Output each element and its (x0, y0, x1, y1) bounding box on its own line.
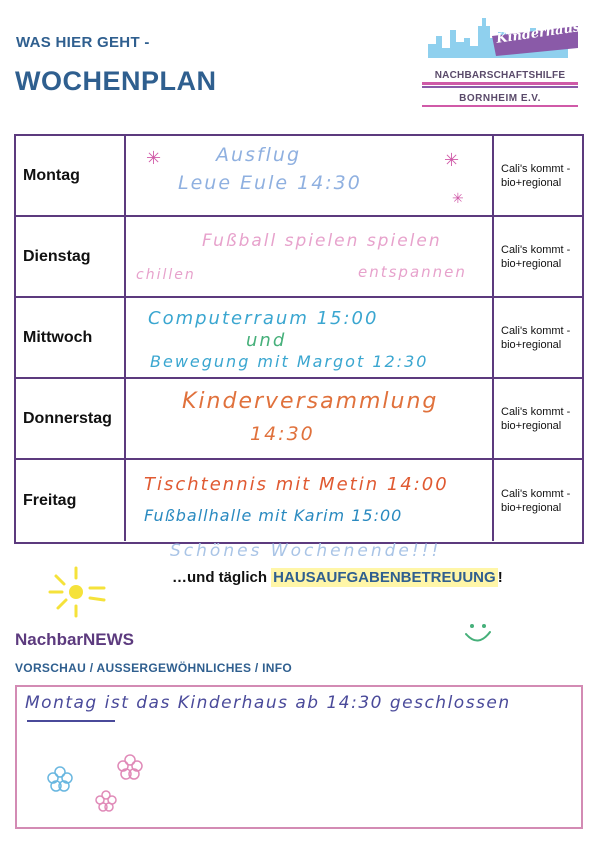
table-row (16, 298, 582, 379)
activity-line: chillen (136, 267, 196, 283)
page-title: WOCHENPLAN (15, 66, 217, 96)
star-icon: ✳ (146, 148, 162, 168)
homework-highlight: HAUSAUFGABENBETREUUNG (273, 569, 496, 586)
note-cell: Cali's kommt - bio+regional (501, 405, 571, 432)
weekend-greeting: Schönes Wochenende!!! (170, 541, 442, 561)
activity-line: 14:30 (250, 423, 315, 445)
table-row (16, 460, 582, 541)
flower-icon (115, 753, 145, 781)
flower-icon (93, 789, 119, 813)
flower-icon (45, 765, 75, 793)
note-cell: Cali's kommt - bio+regional (501, 487, 571, 514)
logo (420, 8, 580, 108)
activity-line: entspannen (358, 263, 467, 281)
day-label: Montag (16, 136, 126, 215)
daily-suffix: ! (497, 569, 503, 586)
logo-line1: NACHBARSCHAFTSHILFE (434, 70, 566, 81)
star-icon: ✳ (452, 190, 464, 206)
day-label: Mittwoch (16, 298, 126, 377)
day-label: Dienstag (16, 217, 126, 296)
table-row (16, 379, 582, 460)
schedule-table (14, 134, 584, 544)
logo-line2: BORNHEIM E.V. (459, 93, 541, 104)
activity-line: Ausflug (216, 144, 302, 166)
note-cell: Cali's kommt - bio+regional (501, 243, 571, 270)
activity-line: Computerraum 15:00 (148, 308, 379, 329)
news-box (15, 685, 583, 829)
activity-line: Kinderversammlung (182, 389, 439, 414)
activity-line: Tischtennis mit Metin 14:00 (144, 474, 449, 495)
daily-homework-note (172, 569, 503, 586)
activity-line: Leue Eule 14:30 (178, 172, 362, 194)
underline-mark (27, 719, 115, 722)
activity-cell (126, 136, 494, 215)
activity-line: Fußballhalle mit Karim 15:00 (144, 506, 403, 525)
news-subtitle: VORSCHAU / AUSSERGEWÖHNLICHES / INFO (15, 661, 293, 675)
smiley-icon (462, 620, 494, 646)
note-cell: Cali's kommt - bio+regional (501, 162, 571, 189)
table-row (16, 217, 582, 298)
day-label: Freitag (16, 460, 126, 541)
news-text: Montag ist das Kinderhaus ab 14:30 geschlossen (25, 693, 511, 713)
activity-line: Bewegung mit Margot 12:30 (150, 352, 429, 371)
activity-cell (126, 379, 494, 458)
activity-line: und (246, 330, 287, 351)
sun-icon (42, 564, 108, 620)
activity-cell (126, 460, 494, 541)
activity-line: Fußball spielen spielen (202, 231, 442, 251)
news-title: NachbarNEWS (15, 630, 135, 649)
day-label: Donnerstag (16, 379, 126, 458)
note-cell: Cali's kommt - bio+regional (501, 324, 571, 351)
activity-cell (126, 298, 494, 377)
activity-cell (126, 217, 494, 296)
table-row (16, 136, 582, 217)
logo-brand: Kinderhaus (495, 20, 582, 47)
daily-prefix: …und täglich (172, 569, 272, 586)
page-subtitle: WAS HIER GEHT - (16, 34, 150, 51)
star-icon: ✳ (444, 150, 460, 170)
